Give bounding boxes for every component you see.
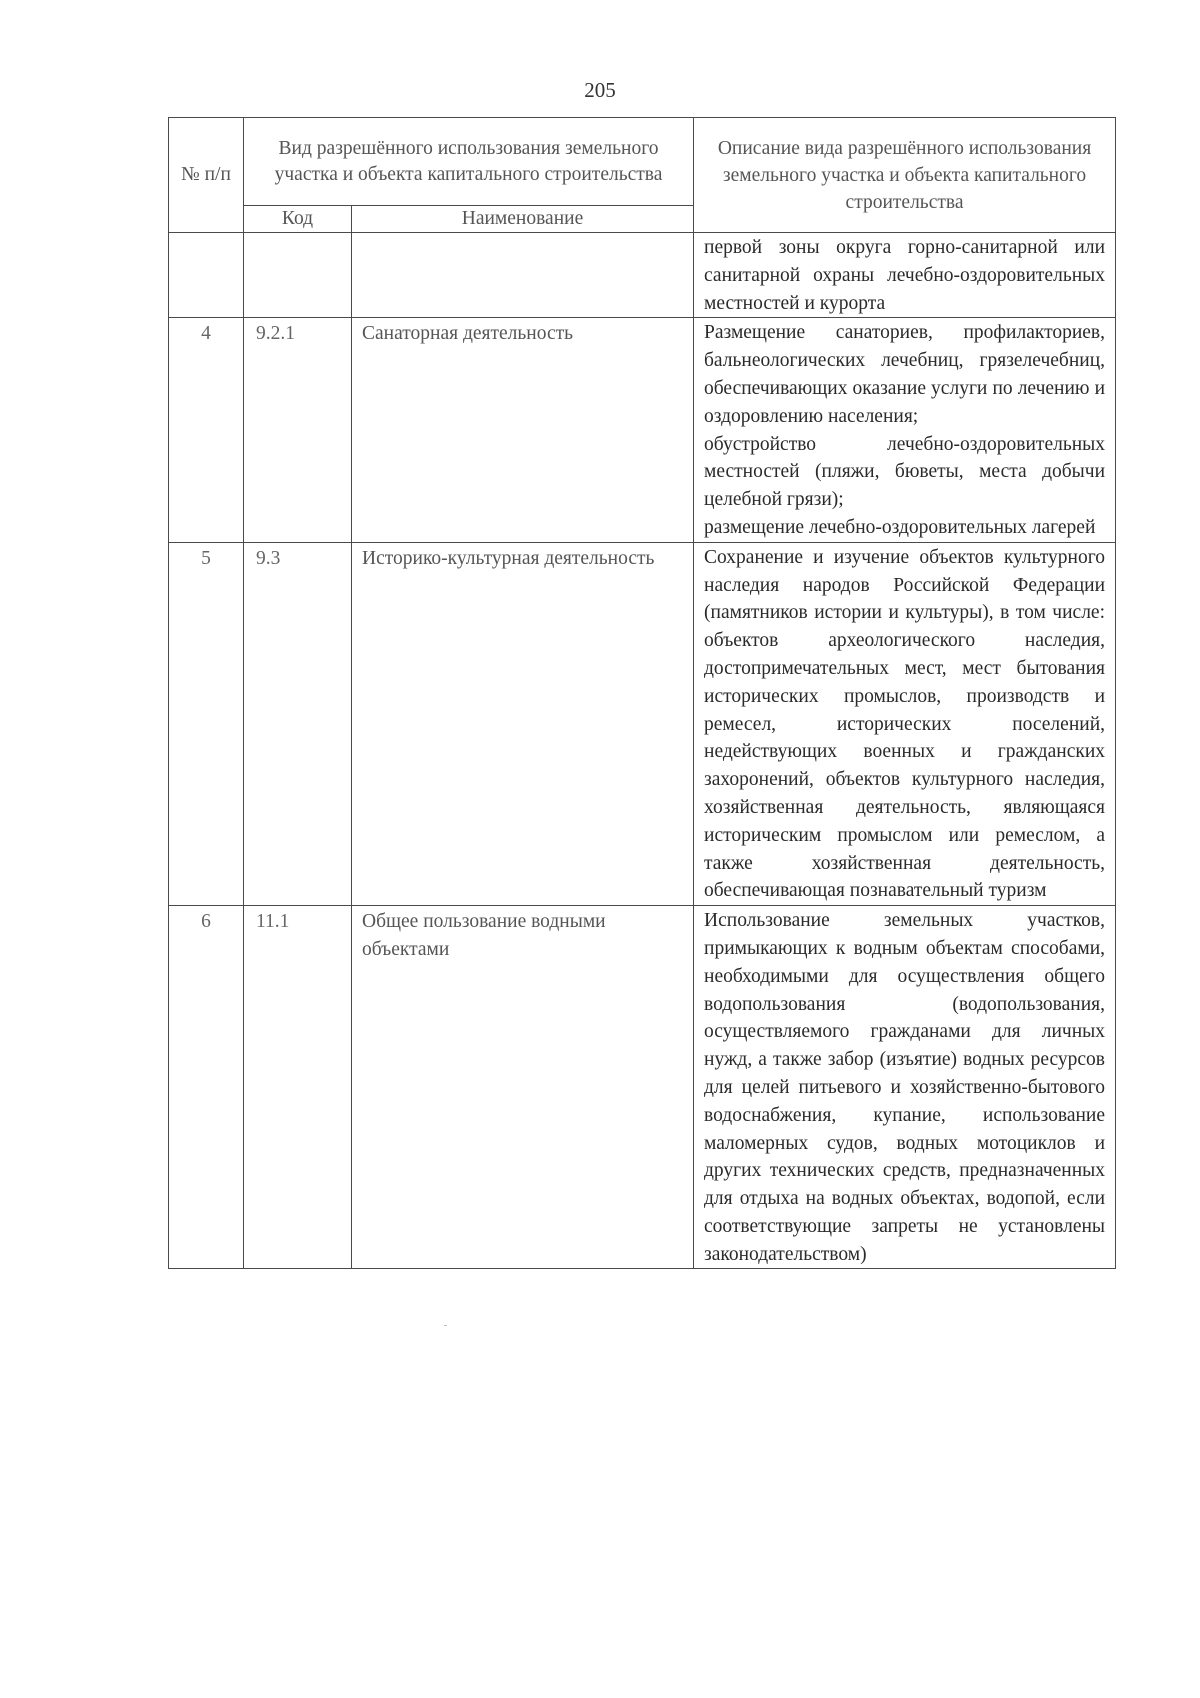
description-paragraph: размещение лечебно-оздоровительных лагерей (704, 516, 1096, 538)
row-description (694, 906, 1116, 1269)
description-paragraph: обустройство лечебно-оздоровительных местностей (пляжи, бюветы, места добычи целебной грязи); (704, 433, 1106, 511)
row-code: 11.1 (244, 906, 352, 1269)
table-row-continuation (169, 233, 1116, 318)
description-paragraph: Сохранение и изучение объектов культурного наследия народов Российской Федерации (памятников истории и культуры), в том числе: объектов археологического наследия, достопримечательных мест, мест бытования исторических промыслов, производств и ремесел, исторических поселений, недействующих военных и гражданских захоронений, объектов культурного наследия, хозяйственная деятельность, являющаяся историческим промыслом или ремеслом, а также хозяйственная деятельность, обеспечивающая познавательный туризм (704, 546, 1106, 902)
header-number: № п/п (169, 118, 244, 233)
row-code: 9.3 (244, 542, 352, 905)
row-number: 5 (169, 542, 244, 905)
header-code: Код (244, 206, 352, 233)
description-paragraph: Размещение санаториев, профилакториев, бальнеологических лечебниц, грязелечебниц, обеспечивающих оказание услуги по лечению и оздоровлению населения; (704, 322, 1106, 427)
table-body (169, 233, 1116, 1269)
row-name: Историко-культурная деятельность (352, 542, 694, 905)
table-header (169, 118, 1116, 233)
row-code (244, 233, 352, 318)
row-description (694, 542, 1116, 905)
description-paragraph: Использование земельных участков, примыкающих к водным объектам способами, необходимыми для осуществления общего водопользования (водопользования, осуществляемого гражданами для личных нужд, а также забор (изъятие) водных ресурсов для целей питьевого и хозяйственно-бытового водоснабжения, купание, использование маломерных судов, водных мотоциклов и других технических средств, предназначенных для отдыха на водных объектах, водопой, если соответствующие запреты не установлены законодательством) (704, 910, 1106, 1265)
row-name (352, 233, 694, 318)
row-name: Общее пользование водными объектами (352, 906, 694, 1269)
row-code: 9.2.1 (244, 318, 352, 542)
row-number (169, 233, 244, 318)
table-row-4 (169, 318, 1116, 542)
land-use-table (168, 117, 1116, 1269)
header-description: Описание вида разрешённого использования земельного участка и объекта капитального строительства (694, 118, 1116, 233)
row-name: Санаторная деятельность (352, 318, 694, 542)
scan-speck (444, 1325, 447, 1326)
row-description (694, 233, 1116, 318)
header-name: Наименование (352, 206, 694, 233)
row-number: 4 (169, 318, 244, 542)
description-paragraph: первой зоны округа горно-санитарной или санитарной охраны лечебно-оздоровительных местностей и курорта (704, 237, 1106, 314)
row-description (694, 318, 1116, 542)
page-number: 205 (584, 78, 616, 102)
header-kind-group: Вид разрешённого использования земельного участка и объекта капитального строительства (244, 118, 694, 206)
row-number: 6 (169, 906, 244, 1269)
table-row-6 (169, 906, 1116, 1269)
table-row-5 (169, 542, 1116, 905)
